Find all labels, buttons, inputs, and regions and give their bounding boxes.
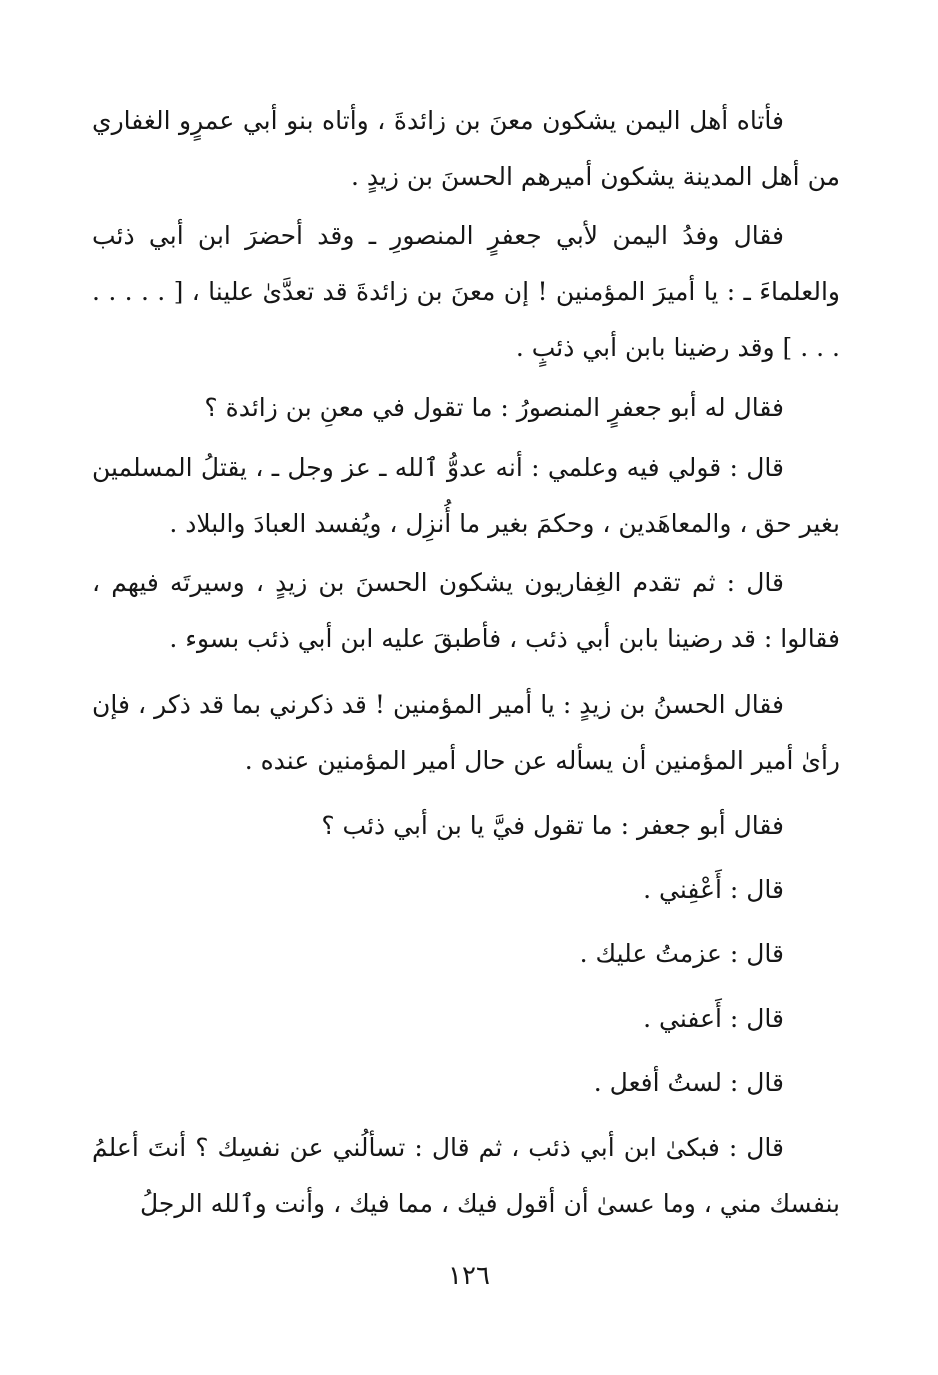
paragraph-8: قال : أَعْفِني . [643, 875, 784, 904]
page-number: ١٢٦ [448, 1261, 490, 1291]
paragraph-11: قال : لستُ أفعل . [593, 1068, 784, 1097]
paragraph-10: قال : أَعفني . [643, 1004, 784, 1033]
paragraph-1: فأتاه أهل اليمن يشكون معنَ بن زائدةَ ، وأتاه بنو أبي عمرٍو الغفاري من أهل المدينة يشكون أميرهم الحسنَ بن زيدٍ . [92, 106, 840, 191]
paragraph-3: فقال له أبو جعفرٍ المنصورُ : ما تقول في معنِ بن زائدة ؟ [204, 393, 784, 422]
paragraph-5: قال : ثم تقدم الغِفاريون يشكون الحسنَ بن زيدٍ ، وسيرتَه فيهم ، فقالوا : قد رضينا بابن أبي ذئب ، فأطبقَ عليه ابن أبي ذئب بسوء . [92, 568, 840, 653]
paragraph-12: قال : فبكىٰ ابن أبي ذئب ، ثم قال : تسألُني عن نفسِك ؟ أنتَ أعلمُ بنفسك مني ، وما عسىٰ أن أقول فيك ، مما فيك ، وأنت وٱلله الرجلُ [92, 1133, 840, 1218]
paragraph-7: فقال أبو جعفر : ما تقول فيَّ يا بن أبي ذئب ؟ [321, 811, 784, 840]
paragraph-4: قال : قولي فيه وعلمي : أنه عدوُّ ٱلله ـ عز وجل ـ ، يقتلُ المسلمين بغير حق ، والمعاهَدين ، وحكمَ بغير ما أُنزِل ، ويُفسد العبادَ والبلاد . [92, 453, 840, 538]
paragraph-9: قال : عزمتُ عليك . [579, 939, 784, 968]
paragraph-2: فقال وفدُ اليمن لأبي جعفرٍ المنصورِ ـ وقد أحضرَ ابن أبي ذئب والعلماءَ ـ : يا أميرَ المؤمنين ! إن معنَ بن زائدةَ قد تعدَّىٰ علينا ، [ . . . . . . . . ] وقد رضينا بابن أبي ذئبٍ . [92, 221, 840, 362]
paragraph-6: فقال الحسنُ بن زيدٍ : يا أمير المؤمنين ! قد ذكرني بما قد ذكر ، فإن رأىٰ أمير المؤمنين أن يسأله عن حال أمير المؤمنين عنده . [92, 690, 840, 775]
